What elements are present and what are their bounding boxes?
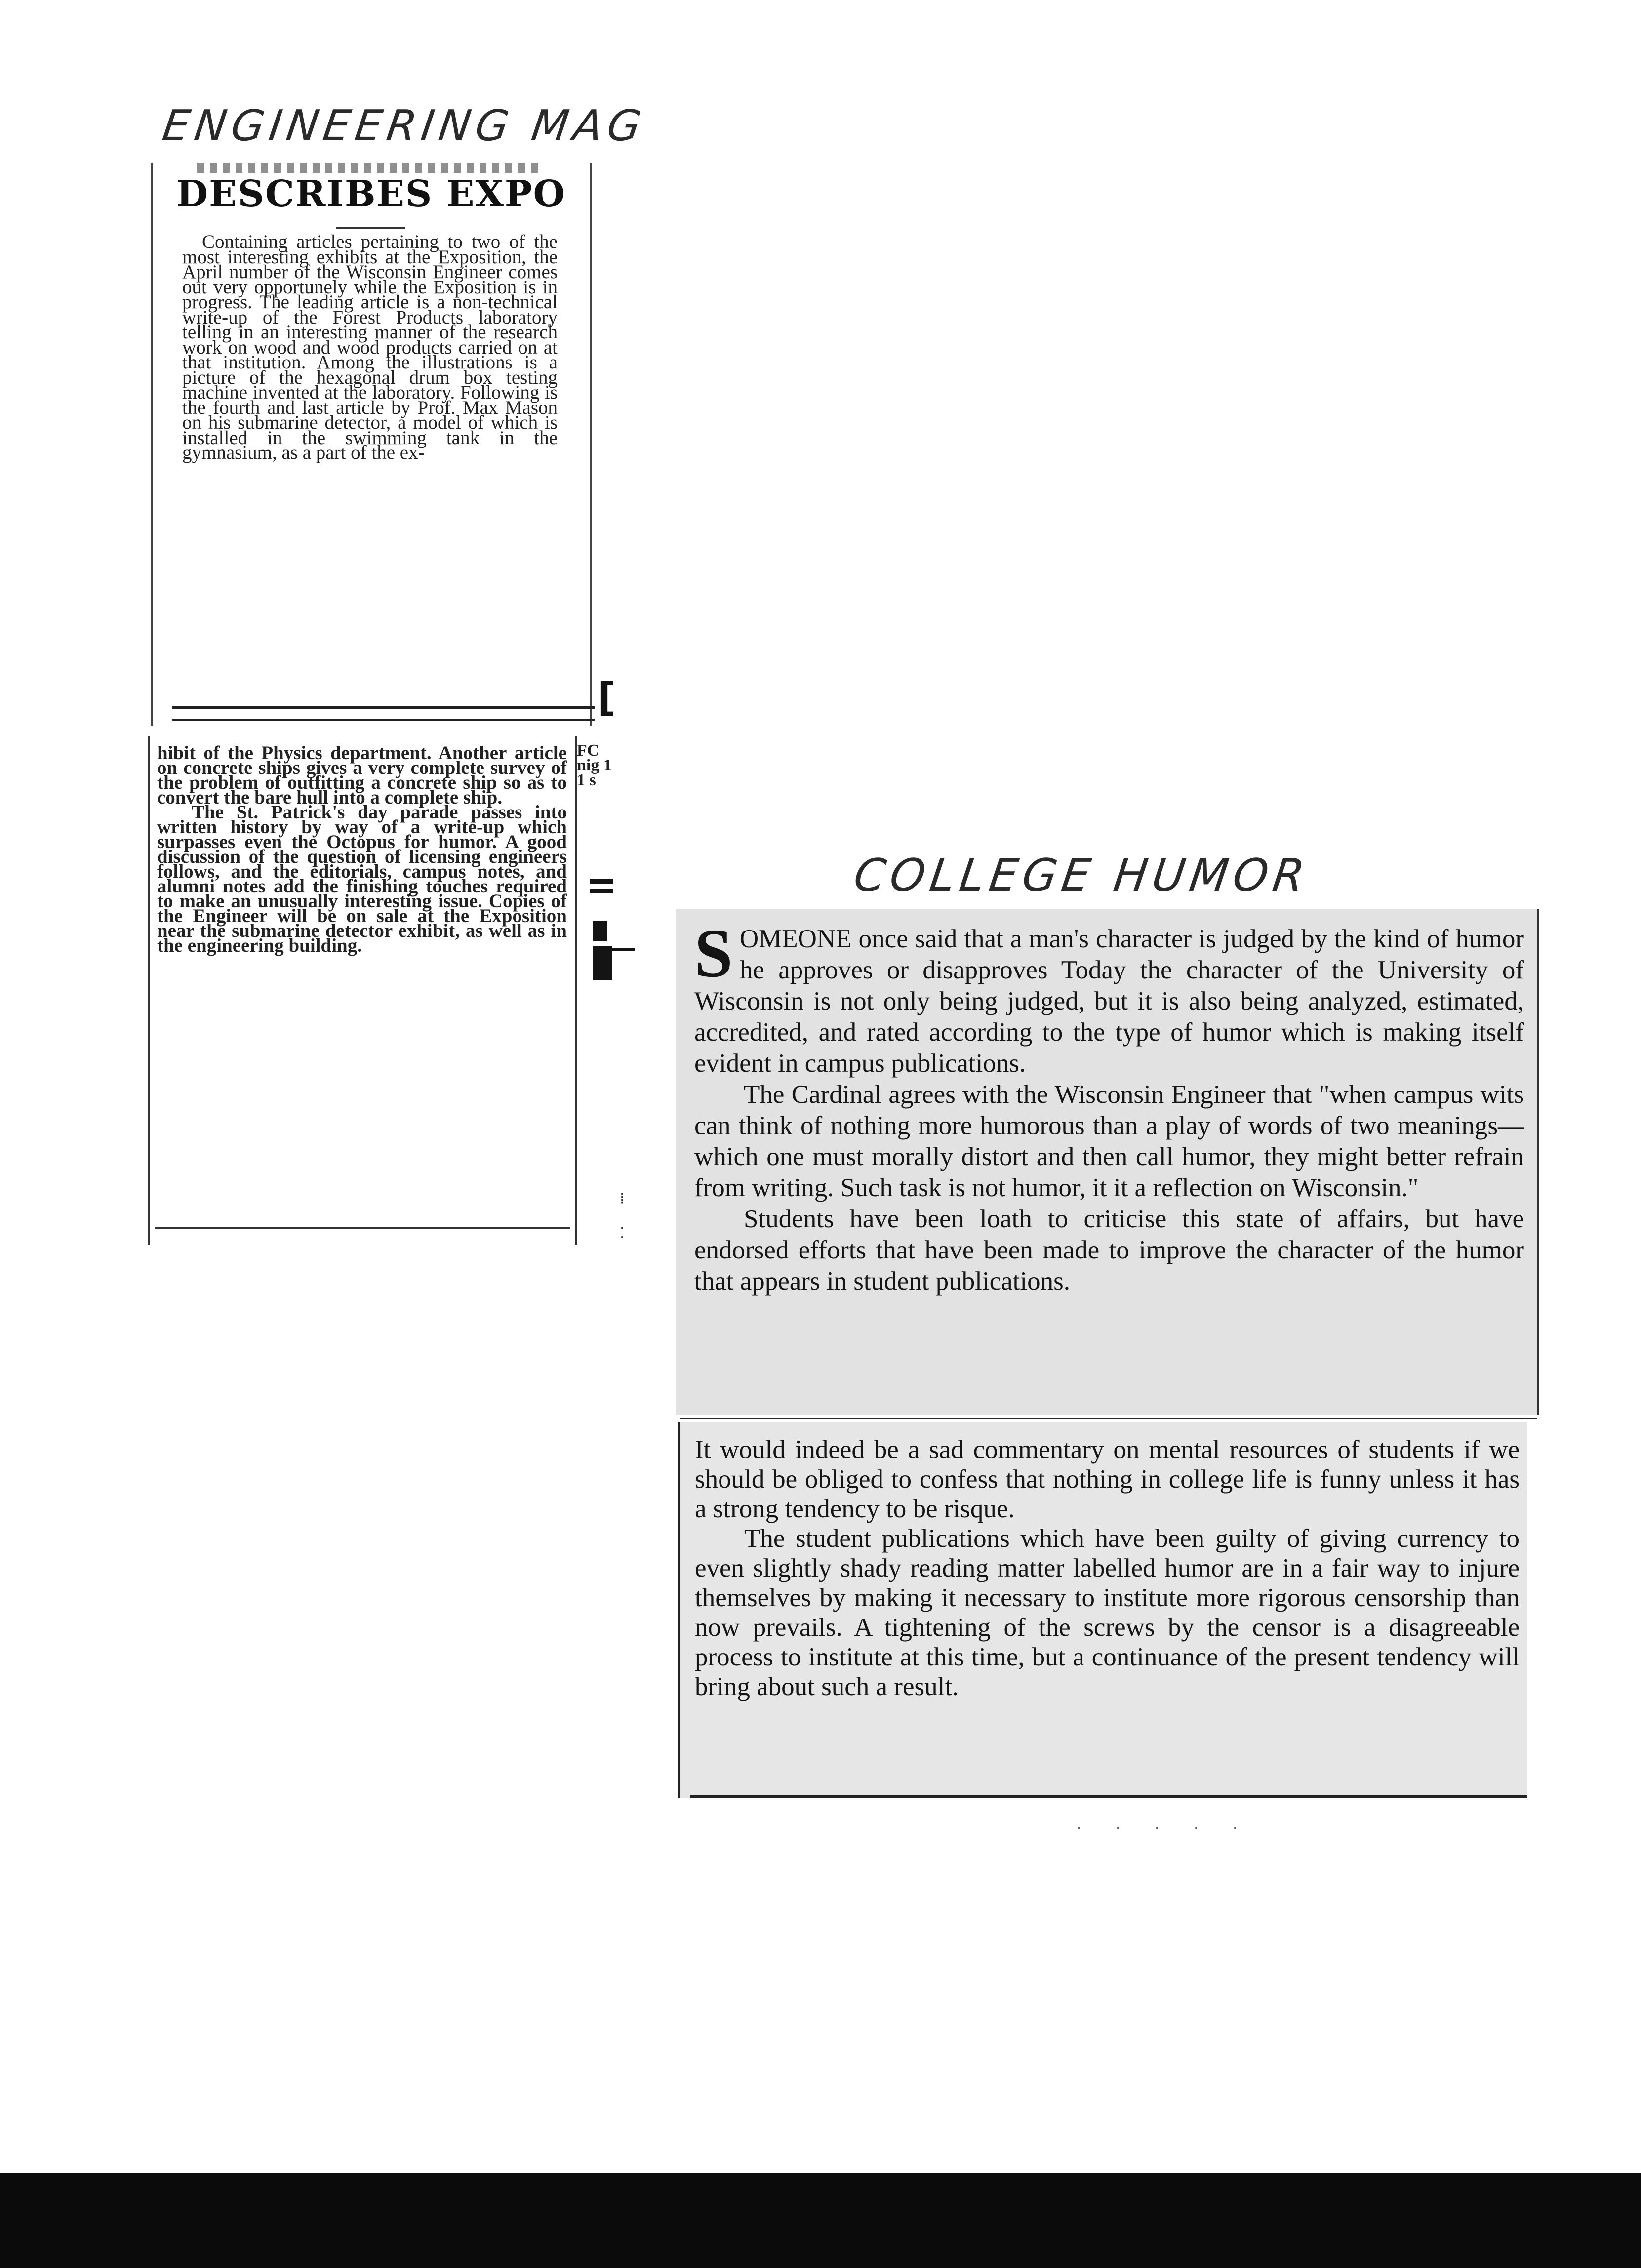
handwritten-label-engineering-mag: ENGINEERING MAG [159, 101, 649, 151]
scanner-edge-bar [0, 2173, 1641, 2268]
editorial-body [694, 915, 1524, 1297]
editorial-paragraph: It would indeed be a sad commentary on mental resources of students if we should be obliged to confess that nothing in college life is funny unless it has a strong tendency to be risque. [695, 1435, 1520, 1523]
clipping-college-humor [676, 909, 1539, 1415]
scan-specks: · · · · · [1077, 1820, 1252, 1837]
article-paragraph: The St. Patrick's day parade passes into written history by way of a write-up which surpasses even the Octopus for humor. A good discussion of the question of licensing engineers follows, and the editorials, campus notes, and alumni notes add the finishing touches required to make an unusually interesting issue. Copies of the Engineer will be on sale at the Exposition near the submarine detector exhibit, as well as in the engineering building. [157, 802, 567, 956]
column-end-rule [172, 706, 595, 721]
clipping-describes-expo [151, 163, 592, 726]
cut-headline-remnant [197, 163, 543, 173]
drop-cap: S [694, 915, 733, 992]
clipping-bottom-rule [690, 1795, 1527, 1798]
headline: DESCRIBES EXPO [176, 173, 566, 215]
scan-speck: ⁞ [620, 1190, 625, 1208]
clipping-college-humor-continued [678, 1422, 1527, 1798]
fragment-rule [590, 889, 613, 893]
editorial-paragraph: The student publications which have been guilty of giving currency to even slightly shady reading matter labelled humor are in a fair way to injure themselves by making it necessary to institute more rigorous censorship than now prevails. A tightening of the screws by the censor is a disagreeable process to institute at this time, but a continuance of the present tendency will bring about such a result. [695, 1524, 1520, 1701]
headline-rule [336, 227, 405, 229]
column-end-rule [155, 1227, 570, 1229]
editorial-paragraph [694, 915, 1524, 1079]
scan-speck: ⁚ [620, 1225, 625, 1242]
clipping-top-rule [680, 1418, 1537, 1419]
article-paragraph: Containing articles pertaining to two of the most interesting exhibits at the Exposition, the April number of the Wisconsin Engineer comes out very opportunely while the Exposition is in progress. The leading article is a non-technical write-up of the Forest Products laboratory telling in an interesting manner of the research work on wood and wood products carried on at that institution. Among the illustrations is a picture of the hexagonal drum box testing machine invented at the laboratory. Following is the fourth and last article by Prof. Max Mason on his submarine detector, a model of which is installed in the swimming tank in the gymnasium, as a part of the ex- [182, 231, 558, 463]
editorial-paragraph: Students have been loath to criticise this state of affairs, but have endorsed efforts that have been made to improve the character of the humor that appears in student publications. [694, 1205, 1524, 1296]
fragment-block [605, 948, 635, 951]
paragraph-text: OMEONE once said that a man's character is judged by the kind of humor he approves or disapproves Today the character of the University of Wisconsin is not only being judged, but it is also being analyzed, estimated, accredited, and rated according to the type of humor which is making itself evident in campus publications. [694, 925, 1524, 1078]
handwritten-label-college-humor: COLLEGE HUMOR [850, 850, 1313, 901]
continuation-body [157, 742, 567, 956]
fragment-rule [590, 879, 613, 884]
fragment-block [593, 946, 612, 980]
adjacent-column-fragment: FC nig 1 1 s [577, 741, 612, 789]
article-body [182, 231, 558, 463]
editorial-body [695, 1435, 1520, 1701]
bracket-mark: [ [598, 674, 616, 720]
clipping-continuation [148, 736, 577, 1245]
fragment-block [593, 921, 607, 941]
article-paragraph: hibit of the Physics department. Another article on concrete ships gives a very complete survey of the problem of outfitting a concrete ship so as to convert the bare hull into a complete ship. [157, 742, 567, 808]
editorial-paragraph: The Cardinal agrees with the Wisconsin Engineer that "when campus wits can think of nothing more humorous than a play of words of two meanings—which one must morally distort and then call humor, they might better refrain from writing. Such task is not humor, it it a reflection on Wisconsin." [694, 1080, 1524, 1202]
